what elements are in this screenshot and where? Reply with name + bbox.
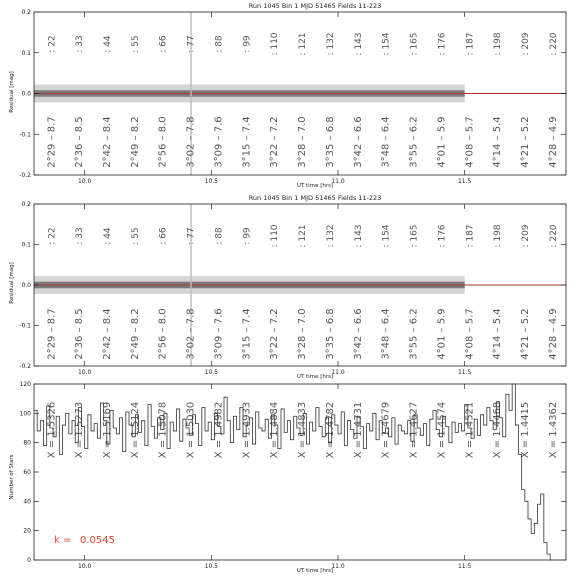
field-label: : 220 <box>548 224 559 248</box>
airmass-label: 2°36 – 8.5 <box>74 116 86 168</box>
field-label: : 121 <box>298 32 309 56</box>
field-label: : 121 <box>298 224 309 248</box>
y-tick-label: -0.1 <box>19 322 31 330</box>
x-tick-label: 10.5 <box>204 178 219 185</box>
x-tick-label: 10.0 <box>77 178 92 185</box>
panel-2-xlabel: UT time [hrs] <box>296 374 334 380</box>
airmass-x-label: X = 1.4627 <box>408 401 420 459</box>
field-label: : 132 <box>325 224 336 248</box>
airmass-label: 3°02 – 7.8 <box>185 116 197 168</box>
y-tick-label: 120 <box>19 381 31 388</box>
y-tick-label: 40 <box>23 498 31 506</box>
airmass-x-label: X = 1.5124 <box>129 401 141 459</box>
y-tick-label: 0 <box>27 557 31 564</box>
y-tick-label: 0.0 <box>21 90 31 98</box>
airmass-x-label: X = 1.4833 <box>297 401 309 459</box>
panel-1-ylabel: Residual [mag] <box>9 71 15 113</box>
field-label: : 66 <box>158 227 169 245</box>
airmass-label: 2°49 – 8.2 <box>129 116 141 168</box>
field-label: : 55 <box>130 227 141 245</box>
airmass-label: 3°22 – 7.2 <box>269 308 281 360</box>
field-label: : 110 <box>270 32 281 56</box>
field-label: : 33 <box>75 227 86 245</box>
x-tick-label: 11.5 <box>457 178 472 185</box>
airmass-x-label: X = 1.4982 <box>213 401 225 459</box>
field-label: : 165 <box>409 32 420 56</box>
airmass-label: 4°08 – 5.7 <box>464 308 476 360</box>
airmass-label: 4°08 – 5.7 <box>464 116 476 168</box>
x-tick-label: 11.5 <box>457 369 472 376</box>
field-label: : 132 <box>325 32 336 56</box>
airmass-x-label: X = 1.4782 <box>324 401 336 459</box>
panel-1-title: Run 1045 Bin 1 MJD 51465 Fields 11-223 <box>248 2 382 10</box>
field-label: : 44 <box>103 227 113 245</box>
x-tick-label: 11.0 <box>331 178 345 185</box>
airmass-label: 4°28 – 4.9 <box>547 308 559 360</box>
y-tick-label: -0.2 <box>19 363 31 370</box>
airmass-label: 3°28 – 7.0 <box>297 308 309 360</box>
x-tick-label: 10.0 <box>77 563 92 570</box>
field-label: : 165 <box>409 224 420 248</box>
airmass-label: 2°29 – 8.7 <box>46 308 58 360</box>
y-tick-label: 100 <box>19 410 31 418</box>
airmass-x-label: X = 1.5169 <box>102 401 113 459</box>
field-label: : 176 <box>437 224 448 248</box>
airmass-label: 2°49 – 8.2 <box>129 308 141 360</box>
airmass-label: 2°36 – 8.5 <box>74 308 86 360</box>
airmass-label: 4°01 – 5.9 <box>436 116 448 168</box>
airmass-label: 4°28 – 4.9 <box>547 116 559 168</box>
field-label: : 110 <box>270 224 281 248</box>
x-tick-label: 11.0 <box>331 563 345 570</box>
airmass-label: 4°21 – 5.2 <box>520 308 531 360</box>
y-tick-label: 60 <box>23 469 31 476</box>
field-label: : 198 <box>493 32 504 56</box>
airmass-x-label: X = 1.4679 <box>380 401 392 459</box>
y-tick-label: 0.2 <box>21 9 31 16</box>
panel-2-ylabel: Residual [mag] <box>9 262 15 304</box>
field-label: : 77 <box>186 35 197 53</box>
k-value: 0.0545 <box>80 535 115 546</box>
x-tick-label: 11.0 <box>331 369 345 376</box>
field-label: : 209 <box>521 224 531 248</box>
airmass-label: 3°55 – 6.2 <box>408 116 420 168</box>
airmass-label: 3°55 – 6.2 <box>408 308 420 360</box>
airmass-label: 3°42 – 6.6 <box>352 116 364 168</box>
airmass-label: 3°48 – 6.4 <box>380 308 392 360</box>
airmass-x-label: X = 1.4933 <box>241 401 253 459</box>
field-label: : 55 <box>130 35 141 53</box>
airmass-x-label: X = 1.4468 <box>492 401 504 459</box>
field-label: : 99 <box>242 35 253 53</box>
airmass-label: 2°56 – 8.0 <box>157 308 169 360</box>
airmass-label: 2°42 – 8.4 <box>102 116 113 168</box>
field-label: : 220 <box>548 32 559 56</box>
y-tick-label: 0.0 <box>21 282 31 289</box>
field-label: : 88 <box>214 227 225 245</box>
airmass-label: 2°56 – 8.0 <box>157 116 169 168</box>
field-label: : 22 <box>47 35 58 53</box>
y-tick-label: 80 <box>23 439 31 447</box>
airmass-label: 3°28 – 7.0 <box>297 116 309 168</box>
field-label: : 187 <box>465 224 476 248</box>
airmass-x-label: X = 1.4415 <box>520 401 531 459</box>
y-tick-label: 0.1 <box>21 49 31 57</box>
field-label: : 176 <box>437 32 448 56</box>
x-tick-label: 11.5 <box>457 563 472 570</box>
airmass-x-label: X = 1.4521 <box>464 401 476 459</box>
airmass-label: 3°35 – 6.8 <box>324 116 336 168</box>
airmass-x-label: X = 1.5078 <box>157 401 169 459</box>
y-tick-label: 20 <box>23 527 31 535</box>
airmass-label: 4°14 – 5.4 <box>492 116 504 168</box>
airmass-label: 4°01 – 5.9 <box>436 308 448 360</box>
airmass-x-label: X = 1.5326 <box>46 401 58 459</box>
airmass-label: 3°22 – 7.2 <box>269 116 281 168</box>
field-label: : 209 <box>521 32 531 56</box>
x-tick-label: 10.5 <box>204 369 219 376</box>
y-tick-label: 0.1 <box>21 241 31 249</box>
field-label: : 77 <box>186 227 197 245</box>
field-label: : 154 <box>381 224 392 248</box>
field-label: : 198 <box>493 224 504 248</box>
y-tick-label: -0.2 <box>19 172 31 179</box>
field-label: : 44 <box>103 35 113 53</box>
airmass-label: 3°48 – 6.4 <box>380 116 392 168</box>
x-tick-label: 10.0 <box>77 369 92 376</box>
field-label: : 99 <box>242 227 253 245</box>
field-label: : 187 <box>465 32 476 56</box>
airmass-label: 3°09 – 7.6 <box>213 116 225 168</box>
airmass-label: 4°21 – 5.2 <box>520 116 531 168</box>
airmass-x-label: X = 1.5030 <box>185 401 197 459</box>
airmass-x-label: X = 1.5273 <box>74 401 86 459</box>
y-tick-label: -0.1 <box>19 131 31 139</box>
x-tick-label: 10.5 <box>204 563 219 570</box>
field-label: : 154 <box>381 32 392 56</box>
field-label: : 33 <box>75 35 86 53</box>
field-label: : 143 <box>353 224 364 248</box>
airmass-label: 4°14 – 5.4 <box>492 308 504 360</box>
airmass-label: 3°09 – 7.6 <box>213 308 225 360</box>
airmass-label: 3°35 – 6.8 <box>324 308 336 360</box>
panel-1-xlabel: UT time [hrs] <box>296 183 334 189</box>
airmass-label: 2°42 – 8.4 <box>102 308 113 360</box>
panel-2-title: Run 1045 Bin 1 MJD 51465 Fields 11-223 <box>248 194 382 202</box>
y-tick-label: 0.2 <box>21 201 31 208</box>
airmass-label: 3°02 – 7.8 <box>185 308 197 360</box>
k-label: k = <box>54 535 72 546</box>
airmass-x-label: X = 1.4574 <box>436 401 448 459</box>
panel-3-xlabel: UT time [hrs] <box>296 568 334 574</box>
airmass-label: 3°42 – 6.6 <box>352 308 364 360</box>
airmass-x-label: X = 1.4884 <box>269 401 281 459</box>
panel-3-ylabel: Number of Stars <box>9 454 15 500</box>
field-label: : 143 <box>353 32 364 56</box>
airmass-label: 2°29 – 8.7 <box>46 116 58 168</box>
airmass-label: 3°15 – 7.4 <box>241 116 253 168</box>
airmass-label: 3°15 – 7.4 <box>241 308 253 360</box>
field-label: : 22 <box>47 227 58 245</box>
airmass-x-label: X = 1.4731 <box>352 401 364 459</box>
airmass-x-label: X = 1.4362 <box>547 401 559 459</box>
field-label: : 66 <box>158 35 169 53</box>
field-label: : 88 <box>214 35 225 53</box>
